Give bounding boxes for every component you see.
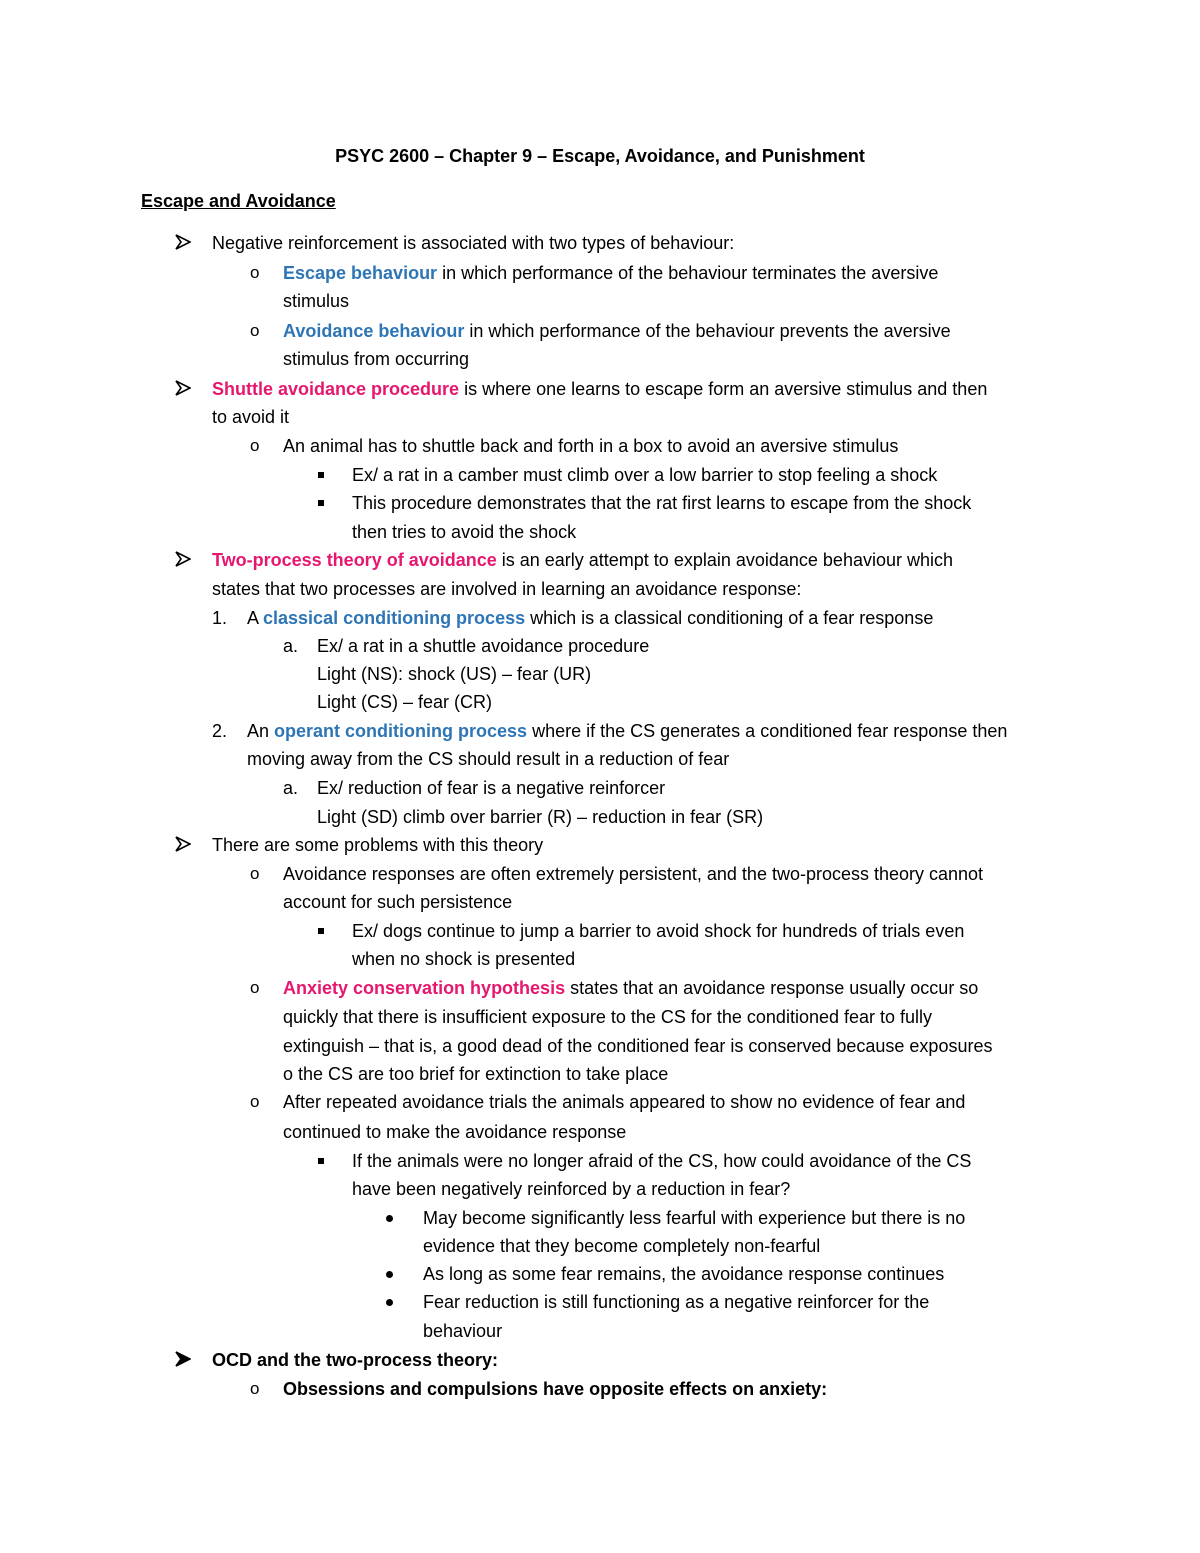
dot-bullet-icon [386,1206,396,1230]
numbered-marker: 1. [212,608,228,628]
body-line [212,377,987,401]
circle-bullet-marker: o [250,436,260,455]
arrow-bullet-icon [175,548,199,572]
numbered-marker: 2. [212,721,228,741]
arrow-bullet-icon [175,833,199,857]
body-line: Light (CS) – fear (CR) [317,692,493,712]
lettered-marker: a. [283,636,299,656]
arrow-bullet-icon [175,377,199,401]
body-text: An [247,721,275,741]
body-text: which is a classical conditioning of a fear response [525,608,934,628]
body-line: Negative reinforcement is associated with two types of behaviour: [212,233,735,253]
body-line [247,606,933,630]
body-line: stimulus from occurring [283,349,470,369]
term-shuttle-avoidance: Shuttle avoidance procedure [212,379,460,399]
body-line: Ex/ reduction of fear is a negative reinforcer [317,778,666,798]
body-line: when no shock is presented [352,949,576,969]
term-anxiety-conservation: Anxiety conservation hypothesis [283,978,566,998]
body-line: There are some problems with this theory [212,835,544,855]
body-line: Ex/ dogs continue to jump a barrier to avoid shock for hundreds of trials even [352,921,965,941]
body-text: in which performance of the behaviour terminates the aversive [437,263,939,283]
square-bullet-icon [318,1149,328,1173]
body-line: moving away from the CS should result in a reduction of fear [247,749,730,769]
body-text: is where one learns to escape form an aversive stimulus and then [459,379,988,399]
square-bullet-icon [318,463,328,487]
body-line: account for such persistence [283,892,513,912]
body-line: continued to make the avoidance response [283,1122,627,1142]
body-line: behaviour [423,1321,503,1341]
arrow-bullet-icon [175,1348,199,1372]
body-line: OCD and the two-process theory: [212,1350,499,1370]
body-line: An animal has to shuttle back and forth in a box to avoid an aversive stimulus [283,436,899,456]
square-bullet-icon [318,919,328,943]
body-line: May become significantly less fearful with experience but there is no [423,1208,966,1228]
body-line: have been negatively reinforced by a reduction in fear? [352,1179,791,1199]
body-line [212,548,953,572]
arrow-bullet-icon [175,231,199,255]
term-two-process-theory: Two-process theory of avoidance [212,550,497,570]
body-line: Light (SD) climb over barrier (R) – reduction in fear (SR) [317,807,764,827]
dot-bullet-icon [386,1262,396,1286]
body-line: As long as some fear remains, the avoidance response continues [423,1264,945,1284]
body-line [283,976,978,1000]
body-text: where if the CS generates a conditioned fear response then [527,721,1008,741]
body-line: to avoid it [212,407,290,427]
body-line: Avoidance responses are often extremely persistent, and the two-process theory cannot [283,864,984,884]
body-line: then tries to avoid the shock [352,522,577,542]
body-line [283,261,938,285]
body-line [283,319,951,343]
body-line: Obsessions and compulsions have opposite effects on anxiety: [283,1379,828,1399]
body-line: After repeated avoidance trials the animals appeared to show no evidence of fear and [283,1092,966,1112]
lettered-marker: a. [283,778,299,798]
body-line: extinguish – that is, a good dead of the conditioned fear is conserved because exposures [283,1036,993,1056]
circle-bullet-marker: o [250,263,260,282]
body-line: quickly that there is insufficient exposure to the CS for the conditioned fear to fully [283,1007,933,1027]
body-line: stimulus [283,291,350,311]
term-classical-conditioning: classical conditioning process [263,608,526,628]
circle-bullet-marker: o [250,864,260,883]
body-line: o the CS are too brief for extinction to take place [283,1064,669,1084]
circle-bullet-marker: o [250,978,260,997]
body-line: Ex/ a rat in a camber must climb over a low barrier to stop feeling a shock [352,465,938,485]
circle-bullet-marker: o [250,1379,260,1398]
term-escape-behaviour: Escape behaviour [283,263,438,283]
body-text: A [247,608,264,628]
body-text: states that an avoidance response usually occur so [565,978,979,998]
circle-bullet-marker: o [250,321,260,340]
body-line: evidence that they become completely non-fearful [423,1236,821,1256]
square-bullet-icon [318,491,328,515]
document-title: PSYC 2600 – Chapter 9 – Escape, Avoidance, and Punishment [335,146,865,166]
term-operant-conditioning: operant conditioning process [274,721,528,741]
body-line: states that two processes are involved in learning an avoidance response: [212,579,802,599]
body-line: Light (NS): shock (US) – fear (UR) [317,664,592,684]
body-line: Fear reduction is still functioning as a negative reinforcer for the [423,1292,930,1312]
circle-bullet-marker: o [250,1092,260,1111]
body-line: Ex/ a rat in a shuttle avoidance procedure [317,636,650,656]
body-text: in which performance of the behaviour prevents the aversive [464,321,951,341]
body-line: If the animals were no longer afraid of the CS, how could avoidance of the CS [352,1151,972,1171]
body-line [247,719,1007,743]
section-heading: Escape and Avoidance [141,191,336,211]
body-text: is an early attempt to explain avoidance behaviour which [496,550,954,570]
body-line: This procedure demonstrates that the rat first learns to escape from the shock [352,493,972,513]
term-avoidance-behaviour: Avoidance behaviour [283,321,465,341]
dot-bullet-icon [386,1290,396,1314]
